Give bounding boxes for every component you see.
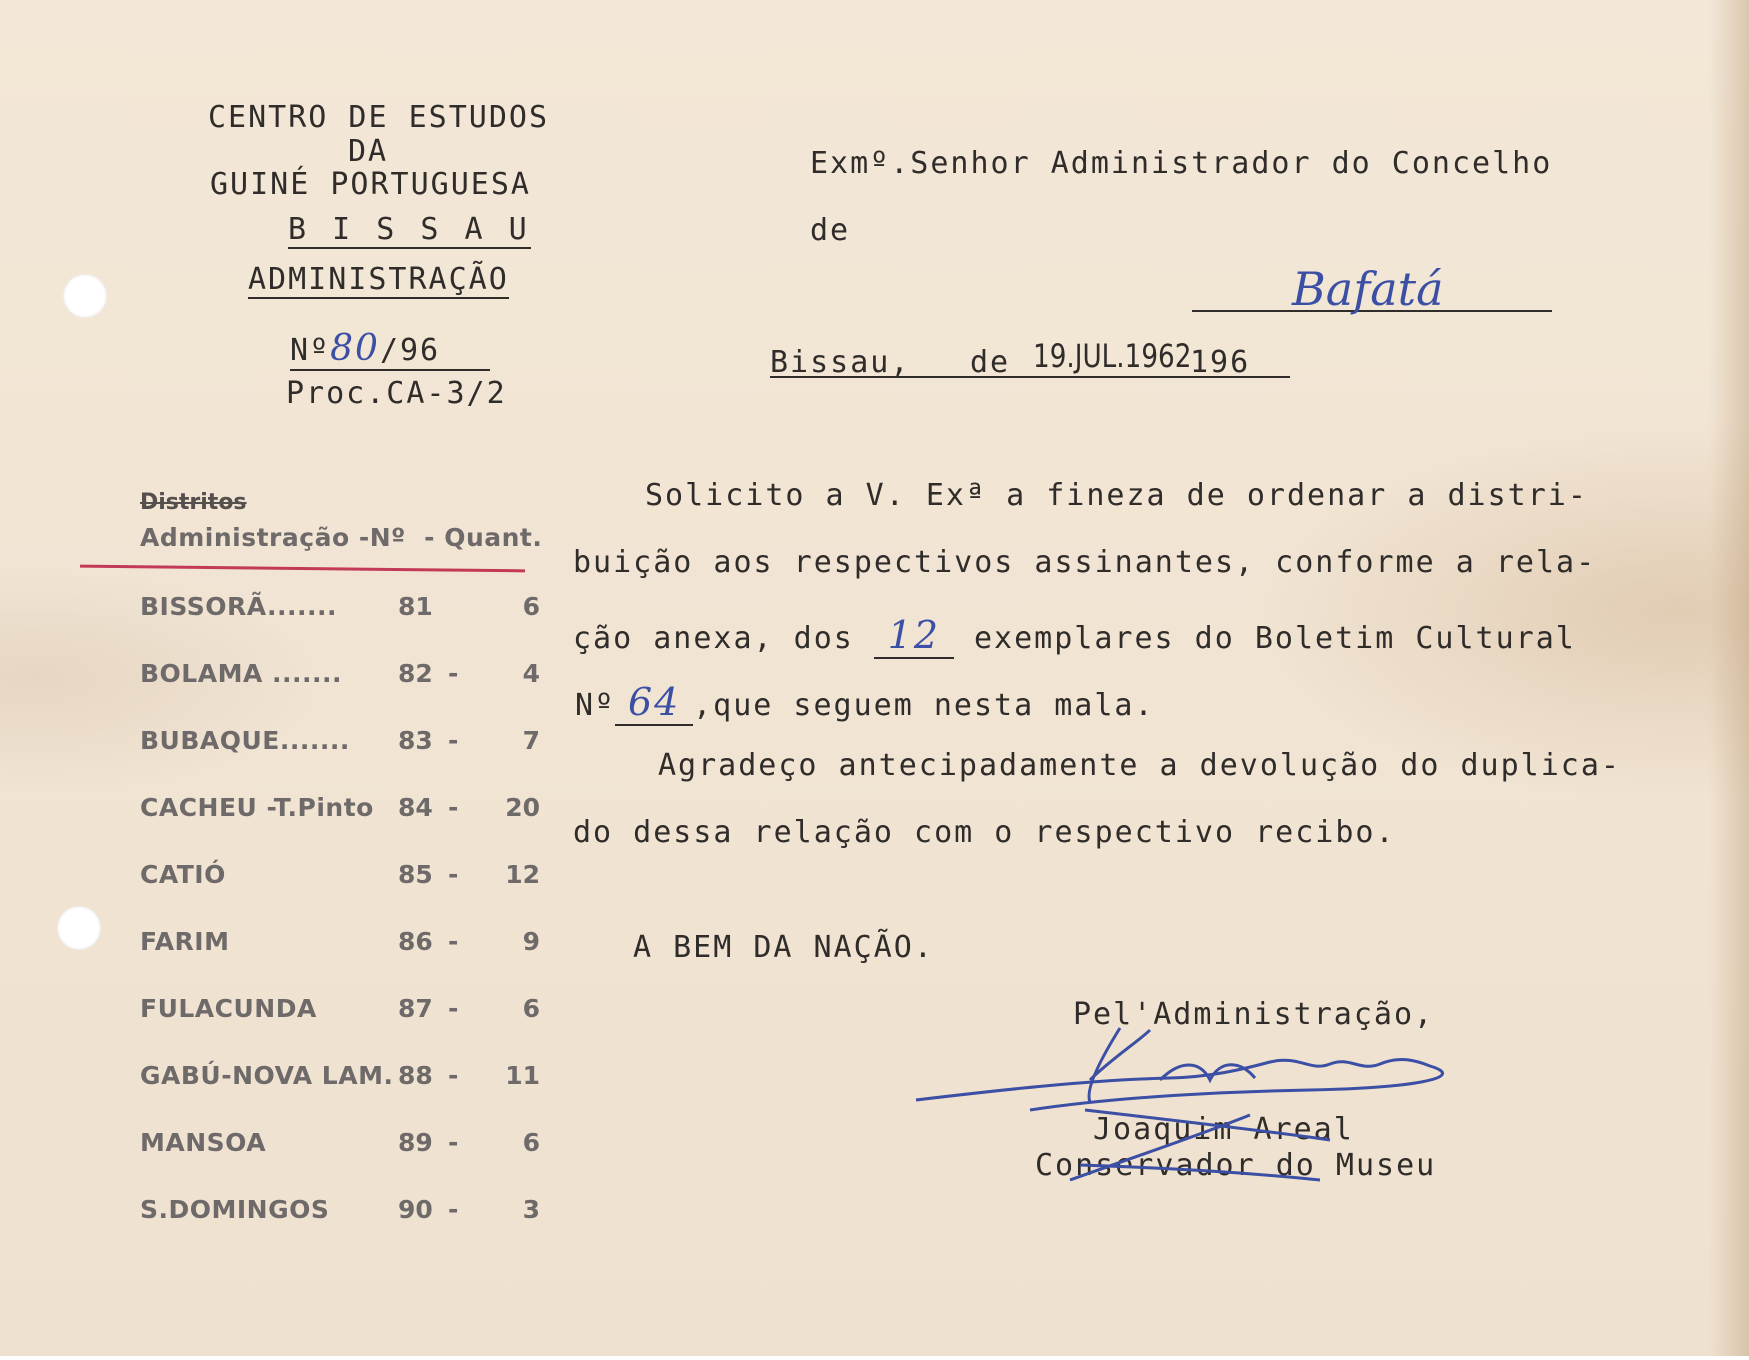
- row-number: 82: [398, 659, 433, 688]
- body-p2-line1: Agradeço antecipadamente a devolução do duplica-: [658, 748, 1621, 783]
- row-quantity: 12: [505, 860, 540, 889]
- signer-name: Joaquim Areal: [1093, 1112, 1354, 1147]
- process-number: Proc.CA-3/2: [286, 376, 507, 411]
- closing-salutation: A BEM DA NAÇÃO.: [633, 930, 934, 965]
- reference-number: [290, 328, 490, 371]
- row-quantity: 6: [522, 1128, 540, 1157]
- letterhead-city: B I S S A U: [288, 212, 531, 247]
- distribution-struck-header: Distritos: [140, 490, 247, 515]
- distribution-row: [140, 1195, 540, 1235]
- row-number: 85: [398, 860, 433, 889]
- distribution-header: Administração -Nº - Quant.: [140, 523, 543, 552]
- reference-suffix: /96: [379, 333, 441, 368]
- row-quantity: 7: [522, 726, 540, 755]
- row-separator: -: [448, 793, 459, 822]
- paper-edge: [1709, 0, 1749, 1356]
- row-number: 88: [398, 1061, 433, 1090]
- distribution-row: [140, 994, 540, 1034]
- addressee-line2: de: [810, 213, 851, 248]
- letterhead-line3: GUINÉ PORTUGUESA: [210, 167, 531, 202]
- distribution-row: [140, 860, 540, 900]
- distribution-row: [140, 659, 540, 699]
- row-name: GABÚ-NOVA LAM.: [140, 1061, 394, 1090]
- distribution-row: [140, 1128, 540, 1168]
- bulletin-handwritten: 64: [627, 680, 681, 724]
- body-p1-line3: [573, 613, 1576, 659]
- reference-prefix: Nº: [290, 333, 331, 368]
- letterhead-line1: CENTRO DE ESTUDOS: [208, 100, 550, 135]
- signature-for: Pel'Administração,: [1073, 997, 1435, 1032]
- row-quantity: 6: [522, 592, 540, 621]
- handwritten-signature: [910, 1020, 1490, 1210]
- punch-hole-bottom: [57, 906, 101, 950]
- distribution-row: [140, 726, 540, 766]
- row-name: S.DOMINGOS: [140, 1195, 330, 1224]
- distribution-list: [140, 490, 543, 552]
- row-quantity: 11: [505, 1061, 540, 1090]
- punch-hole-top: [63, 274, 107, 318]
- body-p1-line1: Solicito a V. Exª a fineza de ordenar a distri-: [645, 478, 1588, 513]
- body-p1-line2: buição aos respectivos assinantes, conforme a rela-: [573, 545, 1597, 580]
- distribution-header-rule: [80, 565, 525, 573]
- row-number: 86: [398, 927, 433, 956]
- row-quantity: 9: [522, 927, 540, 956]
- row-name: CATIÓ: [140, 860, 226, 889]
- row-separator: -: [448, 860, 459, 889]
- row-name: MANSOA: [140, 1128, 267, 1157]
- letterhead-line2: DA: [348, 134, 389, 169]
- letterhead-department: ADMINISTRAÇÃO: [248, 262, 509, 297]
- body-p1-line3-start: ção anexa, dos: [573, 621, 874, 656]
- distribution-row: [140, 793, 540, 833]
- distribution-row: [140, 927, 540, 967]
- row-number: 84: [398, 793, 433, 822]
- date-city: Bissau,: [770, 345, 911, 380]
- date-de: de: [970, 345, 1011, 380]
- row-name: FULACUNDA: [140, 994, 317, 1023]
- row-number: 87: [398, 994, 433, 1023]
- body-p2-line2: do dessa relação com o respectivo recibo.: [573, 815, 1396, 850]
- date-stamp: 19.JUL.1962: [1033, 337, 1192, 375]
- reference-handwritten: 80: [330, 328, 380, 369]
- row-number: 90: [398, 1195, 433, 1224]
- distribution-row: [140, 1061, 540, 1101]
- row-number: 81: [398, 592, 433, 621]
- row-separator: -: [448, 1195, 459, 1224]
- row-separator: -: [448, 927, 459, 956]
- body-p1-line3-end: exemplares do Boletim Cultural: [953, 621, 1576, 656]
- row-name: CACHEU -T.Pinto: [140, 793, 374, 822]
- date-year: 196: [1190, 345, 1251, 380]
- row-quantity: 20: [505, 793, 540, 822]
- row-number: 89: [398, 1128, 433, 1157]
- signer-title: Conservador do Museu: [1035, 1148, 1437, 1183]
- body-p1-line4: [575, 680, 1155, 726]
- copies-handwritten: 12: [887, 613, 941, 657]
- row-separator: -: [448, 1061, 459, 1090]
- row-number: 83: [398, 726, 433, 755]
- row-separator: -: [448, 1128, 459, 1157]
- row-quantity: 4: [522, 659, 540, 688]
- row-separator: -: [448, 659, 459, 688]
- row-name: BUBAQUE.......: [140, 726, 350, 755]
- addressee-line1: Exmº.Senhor Administrador do Concelho: [810, 146, 1553, 181]
- body-p1-line4-start: Nº: [575, 688, 616, 723]
- body-p1-line4-end: ,que seguem nesta mala.: [693, 688, 1155, 723]
- row-name: BOLAMA .......: [140, 659, 342, 688]
- row-separator: -: [448, 726, 459, 755]
- row-separator: -: [448, 994, 459, 1023]
- row-name: FARIM: [140, 927, 230, 956]
- row-name: BISSORÃ.......: [140, 592, 338, 621]
- addressee-place-handwritten: Bafatá: [1292, 262, 1444, 316]
- row-quantity: 6: [522, 994, 540, 1023]
- row-quantity: 3: [522, 1195, 540, 1224]
- distribution-row: [140, 592, 540, 632]
